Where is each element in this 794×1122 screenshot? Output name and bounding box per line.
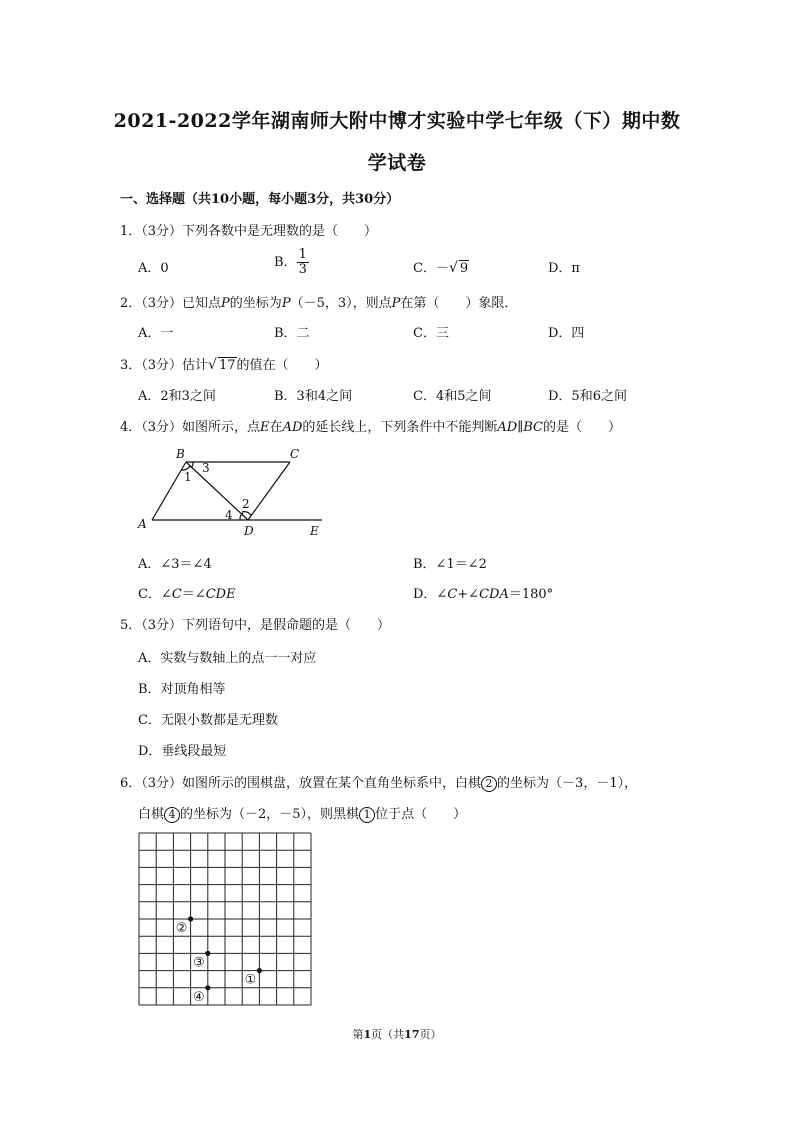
q4-option-d: D．∠C+∠CDA＝180°	[413, 587, 554, 602]
question-6-line2: 白棋 4 的坐标为（－2，－5），则黑棋 1 位于点（ ）	[138, 807, 467, 822]
board-point	[205, 985, 210, 990]
label-d: D	[244, 524, 254, 538]
question-1-stem: 1．（3分）下列各数中是无理数的是（ ）	[120, 224, 378, 239]
q1-option-a: A．0	[138, 261, 169, 276]
stone-label: ①	[244, 972, 257, 988]
q2-option-d: D．四	[548, 326, 585, 341]
angle-arc-2	[242, 512, 251, 515]
label-angle-4: 4	[225, 508, 233, 522]
section-heading: 一、选择题（共10小题，每小题3分，共30分）	[120, 192, 400, 207]
q5-option-c: C．无限小数都是无理数	[138, 713, 278, 728]
page-title-line2: 学试卷	[367, 152, 427, 174]
circled-number: 2	[481, 776, 497, 792]
label-angle-1: 1	[184, 470, 192, 484]
page-footer: 第1页（共17页）	[352, 1028, 442, 1041]
question-5-stem: 5．（3分）下列语句中，是假命题的是（ ）	[120, 618, 391, 633]
q4-option-c: C．∠C＝∠CDE	[138, 587, 236, 602]
q5-option-b: B．对顶角相等	[138, 682, 226, 697]
label-e: E	[310, 524, 319, 538]
label-angle-3: 3	[202, 461, 210, 475]
stone-label: ②	[175, 921, 188, 936]
q4-option-b: B．∠1＝∠2	[413, 557, 487, 572]
board-point	[205, 951, 210, 956]
board-point	[257, 968, 262, 973]
stone-label: ③	[192, 955, 205, 971]
go-board-figure	[138, 832, 312, 1006]
q1-option-b: B． $\frac{1}{3}$	[274, 247, 307, 277]
angle-arc-4	[240, 513, 243, 520]
q5-option-d: D．垂线段最短	[138, 744, 227, 759]
fraction: $\frac{1}{3}$	[298, 247, 307, 277]
circled-number: 4	[164, 807, 180, 823]
q2-option-b: B．二	[274, 326, 310, 341]
q5-option-a: A．实数与数轴上的点一一对应	[138, 651, 317, 666]
q3-option-c: C．4和5之间	[413, 389, 492, 404]
page-title-line1: 2021-2022学年湖南师大附中博才实验中学七年级（下）期中数	[113, 110, 681, 132]
board-point	[188, 916, 193, 921]
angle-arc-3	[191, 462, 193, 468]
question-2-stem: 2．（3分）已知点P的坐标为P（－5，3），则点P在第（ ）象限．	[120, 296, 518, 311]
question-6-line1: 6．（3分）如图所示的围棋盘，放置在某个直角坐标系中，白棋 2 的坐标为（－3，－1），	[120, 776, 638, 791]
q3-option-d: D．5和6之间	[548, 389, 627, 404]
stone-label: ④	[192, 989, 205, 1005]
radical-sign: √	[208, 357, 217, 373]
radical-sign: √	[448, 260, 458, 276]
segment-cd	[248, 462, 290, 520]
q1-option-d: D．π	[548, 261, 580, 276]
label-angle-2: 2	[242, 497, 250, 511]
q4-option-a: A．∠3＝∠4	[138, 557, 212, 572]
parallelogram-figure	[130, 440, 350, 540]
q3-option-b: B．3和4之间	[274, 389, 353, 404]
label-c: C	[290, 447, 300, 461]
label-a: A	[138, 517, 147, 531]
question-4-stem: 4．（3分）如图所示，点E在AD的延长线上，下列条件中不能判断AD∥BC的是（ ）	[120, 420, 621, 435]
label-b: B	[176, 447, 185, 461]
q2-option-c: C．三	[413, 326, 449, 341]
q1-option-c: C．－√ 9	[413, 260, 469, 276]
circled-number: 1	[359, 807, 375, 823]
segment-bd	[186, 462, 248, 520]
q2-option-a: A．一	[138, 326, 174, 341]
question-3-stem: 3．（3分）估计√ 17的值在（ ）	[120, 357, 328, 373]
segment-ab	[152, 462, 186, 520]
q3-option-a: A．2和3之间	[138, 389, 216, 404]
